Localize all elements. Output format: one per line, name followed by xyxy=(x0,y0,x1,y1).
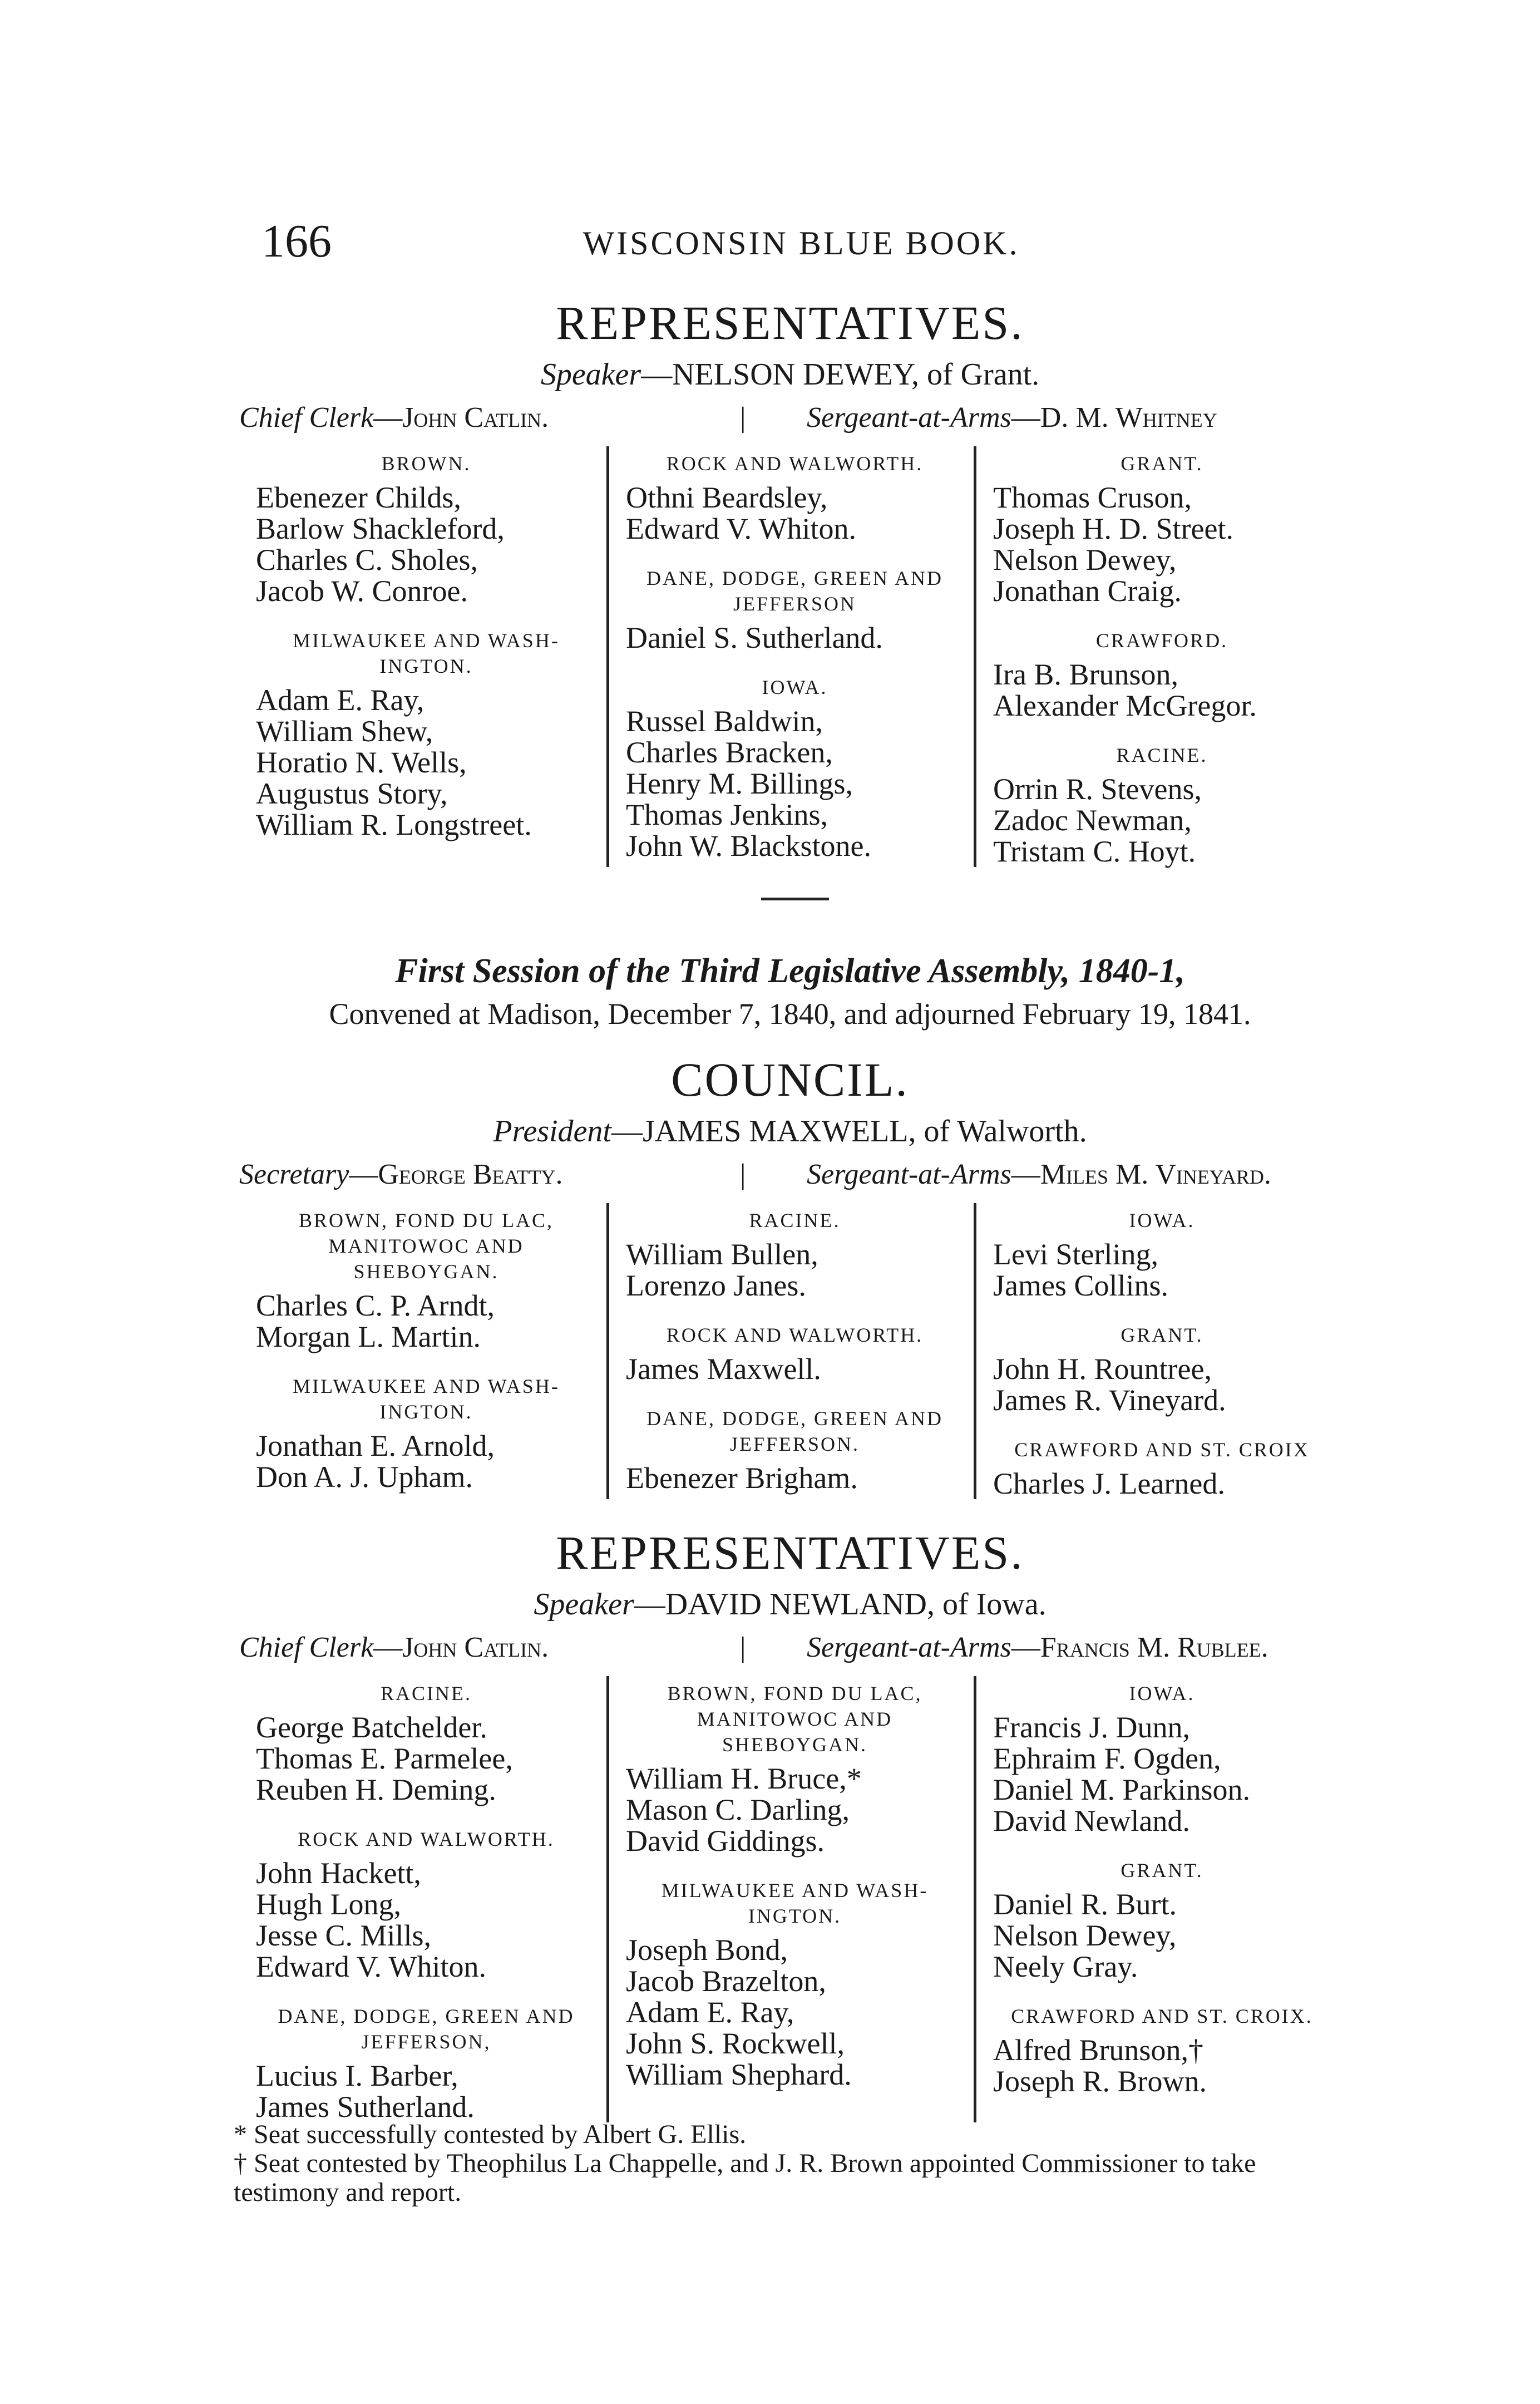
member-name: George Batchelder. xyxy=(256,1711,487,1744)
member-name: Francis J. Dunn, xyxy=(993,1711,1190,1744)
sergeant-role: Sergeant-at-Arms xyxy=(807,402,1011,433)
member-name: Charles J. Learned. xyxy=(993,1467,1225,1500)
presiding-role: Speaker xyxy=(540,357,641,392)
secretary-role: Secretary xyxy=(239,1159,349,1190)
section-title: COUNCIL. xyxy=(671,1053,909,1106)
member-name: Thomas E. Parmelee, xyxy=(256,1742,513,1775)
district-group xyxy=(256,1826,596,1982)
district-name: RACINE. xyxy=(749,1209,841,1231)
district-group xyxy=(626,451,964,544)
district-group xyxy=(256,1373,596,1492)
member-name: Edward V. Whiton. xyxy=(256,1950,486,1983)
member-name: Lucius I. Barber, xyxy=(256,2059,458,2092)
page-number: 166 xyxy=(261,215,332,267)
district-group xyxy=(256,1681,596,1805)
member-name: Levi Sterling, xyxy=(993,1238,1158,1271)
member-columns xyxy=(239,1676,1341,2122)
district-column xyxy=(974,1676,1341,2122)
member-name: Don A. J. Upham. xyxy=(256,1460,473,1494)
member-name: Ebenezer Brigham. xyxy=(626,1461,858,1495)
district-column xyxy=(239,1203,606,1499)
district-name: IOWA. xyxy=(1129,1209,1195,1231)
presiding-name: —NELSON DEWEY, of Grant. xyxy=(641,357,1040,392)
officer-separator: | xyxy=(740,1159,746,1190)
member-name: Nelson Dewey, xyxy=(993,543,1177,577)
member-name: Charles Bracken, xyxy=(626,736,833,769)
district-group xyxy=(993,1437,1331,1499)
district-group xyxy=(626,565,964,653)
sergeant-role: Sergeant-at-Arms xyxy=(807,1632,1011,1663)
member-name: William R. Longstreet. xyxy=(256,808,532,841)
member-name: Charles C. P. Arndt, xyxy=(256,1289,495,1322)
presiding-role: Speaker xyxy=(534,1587,634,1622)
clerk-role: Chief Clerk xyxy=(239,1632,374,1663)
sergeant xyxy=(807,1154,1271,1195)
member-name: Jacob W. Conroe. xyxy=(256,574,468,608)
footnote: † Seat contested by Theophilus La Chappelle, and J. R. Brown appointed Commissioner to take testimony and report. xyxy=(234,2149,1256,2207)
member-columns xyxy=(239,446,1341,867)
sergeant xyxy=(807,1627,1268,1668)
clerk-name: —John Catlin. xyxy=(373,402,549,433)
member-name: Alexander McGregor. xyxy=(993,689,1257,722)
district-name: RACINE. xyxy=(381,1682,472,1705)
member-name: Alfred Brunson,† xyxy=(993,2033,1203,2067)
district-name: IOWA. xyxy=(762,676,828,698)
district-name: MILWAUKEE AND WASH-INGTON. xyxy=(293,629,560,677)
officers-line xyxy=(239,397,1341,439)
member-name: Jesse C. Mills, xyxy=(256,1919,432,1952)
officer-separator: | xyxy=(740,1632,746,1663)
member-name: James Sutherland. xyxy=(256,2090,475,2124)
presiding-name: —JAMES MAXWELL, of Walworth. xyxy=(611,1114,1087,1149)
district-group xyxy=(993,1681,1331,1836)
member-name: Ebenezer Childs, xyxy=(256,481,461,514)
member-name: Ephraim F. Ogden, xyxy=(993,1742,1221,1775)
member-name: Orrin R. Stevens, xyxy=(993,772,1202,806)
district-group xyxy=(993,1208,1331,1301)
member-name: Jacob Brazelton, xyxy=(626,1964,826,1998)
member-name: Edward V. Whiton. xyxy=(626,512,856,545)
member-name: Zadoc Newman, xyxy=(993,804,1192,837)
officer-separator: | xyxy=(740,402,746,433)
clerk xyxy=(239,397,549,439)
district-name: GRANT. xyxy=(1121,1324,1203,1346)
member-name: Nelson Dewey, xyxy=(993,1919,1177,1952)
member-name: Russel Baldwin, xyxy=(626,705,823,738)
district-group xyxy=(256,628,596,840)
presiding-role: President xyxy=(493,1114,611,1149)
sergeant-name: —Miles M. Vineyard. xyxy=(1011,1159,1271,1190)
section-title: REPRESENTATIVES. xyxy=(556,296,1024,349)
member-name: Jonathan E. Arnold, xyxy=(256,1429,495,1462)
member-name: Thomas Cruson, xyxy=(993,481,1192,514)
member-name: David Newland. xyxy=(993,1804,1190,1838)
presiding-officer xyxy=(239,354,1341,395)
section-representatives-2 xyxy=(239,1525,1341,2122)
member-name: William Bullen, xyxy=(626,1238,818,1271)
district-group xyxy=(993,742,1331,867)
secretary-name: —George Beatty. xyxy=(349,1159,563,1190)
district-column xyxy=(239,446,606,867)
presiding-officer xyxy=(239,1584,1341,1625)
district-group xyxy=(256,2003,596,2122)
member-name: Morgan L. Martin. xyxy=(256,1320,481,1353)
district-group xyxy=(993,2003,1331,2097)
member-name: John H. Rountree, xyxy=(993,1352,1212,1386)
member-name: Othni Beardsley, xyxy=(626,481,828,514)
officers-line xyxy=(239,1154,1341,1195)
member-name: James R. Vineyard. xyxy=(993,1383,1226,1417)
district-column xyxy=(606,446,974,867)
clerk-role: Chief Clerk xyxy=(239,402,374,433)
member-name: Joseph H. D. Street. xyxy=(993,512,1233,545)
sergeant-role: Sergeant-at-Arms xyxy=(807,1159,1011,1190)
district-column xyxy=(974,1203,1341,1499)
member-name: Joseph R. Brown. xyxy=(993,2065,1207,2098)
section-council xyxy=(239,1052,1341,1499)
section-divider-rule xyxy=(761,898,829,900)
member-name: Henry M. Billings, xyxy=(626,767,853,800)
member-name: Barlow Shackleford, xyxy=(256,512,505,545)
member-name: Lorenzo Janes. xyxy=(626,1269,806,1302)
district-column xyxy=(974,446,1341,867)
member-name: John Hackett, xyxy=(256,1856,421,1890)
member-name: James Collins. xyxy=(993,1269,1169,1302)
member-name: Daniel R. Burt. xyxy=(993,1888,1177,1921)
district-name: DANE, DODGE, GREEN AND JEFFERSON. xyxy=(646,1407,943,1455)
sergeant-name: —D. M. Whitney xyxy=(1011,402,1217,433)
member-name: William Shephard. xyxy=(626,2058,852,2091)
district-name: ROCK AND WALWORTH. xyxy=(666,1324,924,1346)
district-group xyxy=(626,1406,964,1494)
member-name: Jonathan Craig. xyxy=(993,574,1182,608)
member-name: William H. Bruce,* xyxy=(626,1762,862,1795)
member-name: Augustus Story, xyxy=(256,777,448,810)
member-name: Neely Gray. xyxy=(993,1950,1138,1983)
secretary xyxy=(239,1154,563,1195)
member-name: James Maxwell. xyxy=(626,1352,821,1386)
member-name: John W. Blackstone. xyxy=(626,829,871,863)
district-group xyxy=(256,1208,596,1352)
district-column xyxy=(606,1676,974,2122)
section-title: REPRESENTATIVES. xyxy=(556,1526,1024,1579)
district-name: RACINE. xyxy=(1116,744,1208,766)
district-group xyxy=(993,1322,1331,1416)
sergeant-name: —Francis M. Rublee. xyxy=(1011,1632,1268,1663)
member-name: Adam E. Ray, xyxy=(626,1996,794,2029)
district-name: DANE, DODGE, GREEN AND JEFFERSON xyxy=(646,567,943,615)
district-group xyxy=(626,1208,964,1301)
district-name: CRAWFORD AND ST. CROIX. xyxy=(1011,2005,1313,2027)
member-name: Thomas Jenkins, xyxy=(626,798,828,831)
member-name: Mason C. Darling, xyxy=(626,1793,850,1826)
member-name: Horatio N. Wells, xyxy=(256,746,467,779)
district-name: GRANT. xyxy=(1121,1859,1203,1881)
member-name: Ira B. Brunson, xyxy=(993,658,1178,691)
session-convened: Convened at Madison, December 7, 1840, and adjourned February 19, 1841. xyxy=(329,997,1251,1031)
presiding-officer xyxy=(239,1111,1341,1152)
district-name: DANE, DODGE, GREEN AND JEFFERSON, xyxy=(278,2005,575,2053)
district-name: GRANT. xyxy=(1121,452,1203,475)
district-name: MILWAUKEE AND WASH-INGTON. xyxy=(293,1375,560,1423)
clerk-name: —John Catlin. xyxy=(373,1632,549,1663)
clerk xyxy=(239,1627,549,1668)
member-name: Daniel S. Sutherland. xyxy=(626,621,883,654)
district-name: CRAWFORD AND ST. CROIX xyxy=(1014,1439,1310,1461)
member-name: Reuben H. Deming. xyxy=(256,1773,496,1806)
member-name: Charles C. Sholes, xyxy=(256,543,478,577)
district-group xyxy=(993,628,1331,721)
member-name: Tristam C. Hoyt. xyxy=(993,835,1196,868)
presiding-name: —DAVID NEWLAND, of Iowa. xyxy=(634,1587,1047,1622)
district-group xyxy=(993,451,1331,607)
officers-line xyxy=(239,1627,1341,1668)
district-group xyxy=(626,674,964,861)
district-group xyxy=(626,1681,964,1856)
footnotes xyxy=(234,2120,1346,2207)
member-name: Adam E. Ray, xyxy=(256,683,425,717)
district-column xyxy=(606,1203,974,1499)
district-name: ROCK AND WALWORTH. xyxy=(666,452,924,475)
district-name: CRAWFORD. xyxy=(1095,629,1228,652)
member-columns xyxy=(239,1203,1341,1499)
page-header xyxy=(261,214,1341,281)
district-name: BROWN, FOND DU LAC, MANITOWOC AND SHEBOYGAN. xyxy=(298,1209,554,1283)
district-name: ROCK AND WALWORTH. xyxy=(298,1828,555,1850)
running-title: WISCONSIN BLUE BOOK. xyxy=(583,225,1020,262)
member-name: David Giddings. xyxy=(626,1824,825,1858)
district-group xyxy=(626,1322,964,1385)
district-group xyxy=(626,1878,964,2090)
district-name: IOWA. xyxy=(1129,1682,1195,1705)
member-name: Hugh Long, xyxy=(256,1888,401,1921)
footnote: * Seat successfully contested by Albert G. Ellis. xyxy=(234,2120,747,2149)
section-representatives-1 xyxy=(239,295,1341,867)
district-name: BROWN. xyxy=(381,452,471,475)
district-group xyxy=(256,451,596,607)
district-name: BROWN, FOND DU LAC, MANITOWOC AND SHEBOYGAN. xyxy=(667,1682,922,1756)
member-name: William Shew, xyxy=(256,715,433,748)
session-heading xyxy=(239,949,1341,1034)
member-name: John S. Rockwell, xyxy=(626,2027,845,2060)
session-title: First Session of the Third Legislative Assembly, 1840-1, xyxy=(395,952,1185,990)
member-name: Daniel M. Parkinson. xyxy=(993,1773,1250,1806)
district-name: MILWAUKEE AND WASH-INGTON. xyxy=(661,1879,929,1927)
district-column xyxy=(239,1676,606,2122)
district-group xyxy=(993,1858,1331,1982)
sergeant xyxy=(807,397,1217,439)
member-name: Joseph Bond, xyxy=(626,1933,788,1967)
